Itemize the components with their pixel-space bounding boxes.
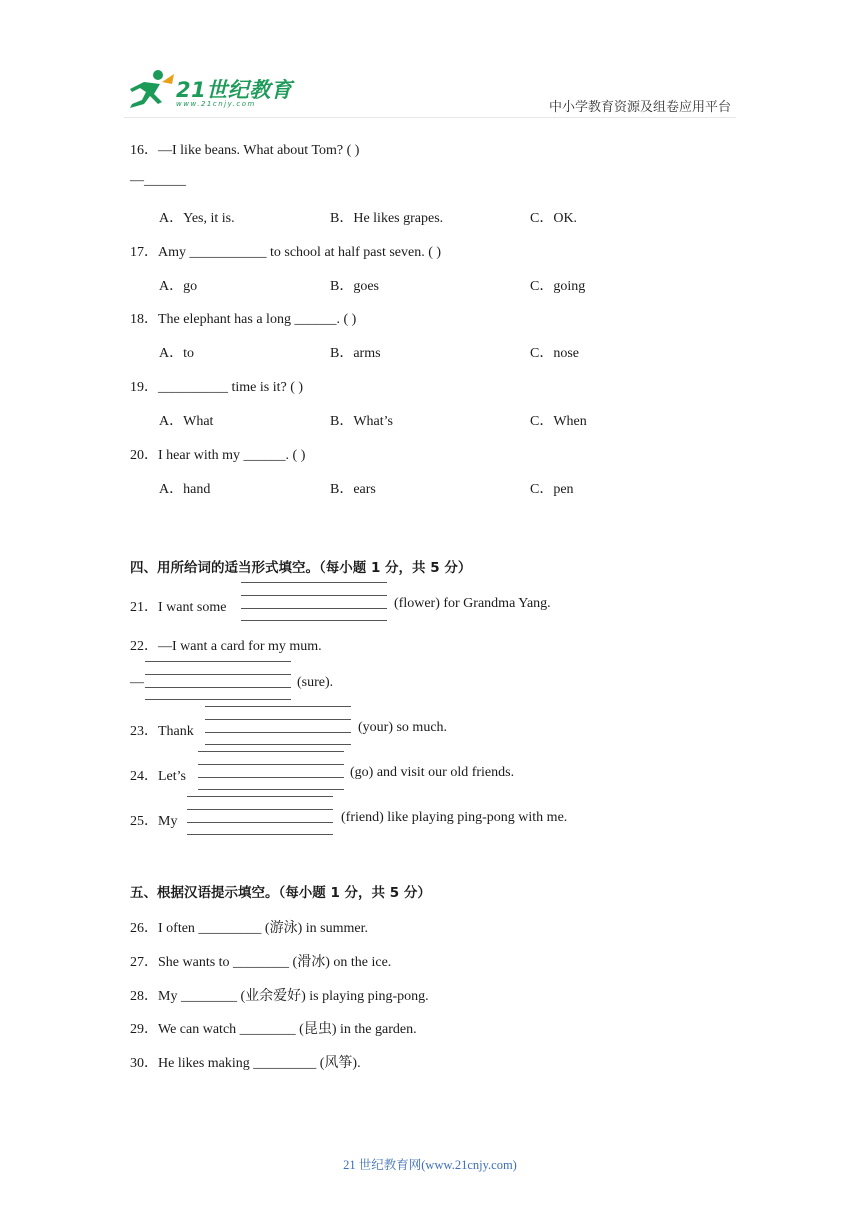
option-18-b: B．arms xyxy=(330,346,381,361)
footer-link[interactable]: 21 世纪教育网(www.21cnjy.com) xyxy=(343,1158,517,1172)
question-29: 29．We can watch ________ (昆虫) in the garden. xyxy=(130,1022,417,1037)
option-16-c: C．OK. xyxy=(530,211,578,226)
question-20: 20．I hear with my ______. ( ) xyxy=(130,448,306,463)
option-17-b: B．goes xyxy=(330,279,379,294)
question-22-line1: 22．—I want a card for my mum. xyxy=(130,639,322,654)
option-19-c: C．When xyxy=(530,414,587,429)
option-18-a: A．to xyxy=(159,346,194,361)
question-23-suffix: (your) so much. xyxy=(358,720,448,735)
question-25-prefix: 25．My xyxy=(130,814,178,829)
question-24-prefix: 24．Let’s xyxy=(130,769,186,784)
option-17-a: A．go xyxy=(159,279,198,294)
question-24-suffix: (go) and visit our old friends. xyxy=(350,765,515,780)
question-23-prefix: 23．Thank xyxy=(130,724,194,739)
question-16-answer-blank: —______ xyxy=(130,173,186,188)
question-19: 19．__________ time is it? ( ) xyxy=(130,380,304,395)
question-28: 28．My ________ (业余爱好) is playing ping-pong. xyxy=(130,989,429,1004)
runner-logo-icon xyxy=(124,68,176,114)
option-20-b: B．ears xyxy=(330,482,376,497)
platform-name: 中小学教育资源及组卷应用平台 xyxy=(549,100,732,115)
option-18-c: C．nose xyxy=(530,346,579,361)
question-22-prefix: — xyxy=(130,675,144,690)
question-21-suffix: (flower) for Grandma Yang. xyxy=(394,596,551,611)
question-21-prefix: 21．I want some xyxy=(130,600,227,615)
question-30: 30．He likes making _________ (风筝). xyxy=(130,1056,361,1071)
section-5-title: 五、根据汉语提示填空。（每小题 1 分，共 5 分） xyxy=(130,885,431,901)
question-27: 27．She wants to ________ (滑冰) on the ice. xyxy=(130,955,392,970)
question-18: 18．The elephant has a long ______. ( ) xyxy=(130,312,357,327)
logo xyxy=(124,68,294,114)
logo-text: 21世纪教育 xyxy=(176,78,293,102)
question-16: 16．—I like beans. What about Tom? ( ) xyxy=(130,143,360,158)
option-16-a: A．Yes, it is. xyxy=(159,211,235,226)
option-17-c: C．going xyxy=(530,279,586,294)
question-25-suffix: (friend) like playing ping-pong with me. xyxy=(341,810,568,825)
question-17: 17．Amy ___________ to school at half past seven. ( ) xyxy=(130,245,442,260)
option-20-a: A．hand xyxy=(159,482,211,497)
section-4-title: 四、用所给词的适当形式填空。（每小题 1 分，共 5 分） xyxy=(130,560,472,576)
option-19-b: B．What’s xyxy=(330,414,393,429)
question-22-suffix: (sure). xyxy=(297,675,334,690)
logo-url: www.21cnjy.com xyxy=(176,100,256,108)
option-20-c: C．pen xyxy=(530,482,574,497)
question-26: 26．I often _________ (游泳) in summer. xyxy=(130,921,368,936)
option-19-a: A．What xyxy=(159,414,214,429)
option-16-b: B．He likes grapes. xyxy=(330,211,444,226)
header-divider xyxy=(124,117,736,118)
